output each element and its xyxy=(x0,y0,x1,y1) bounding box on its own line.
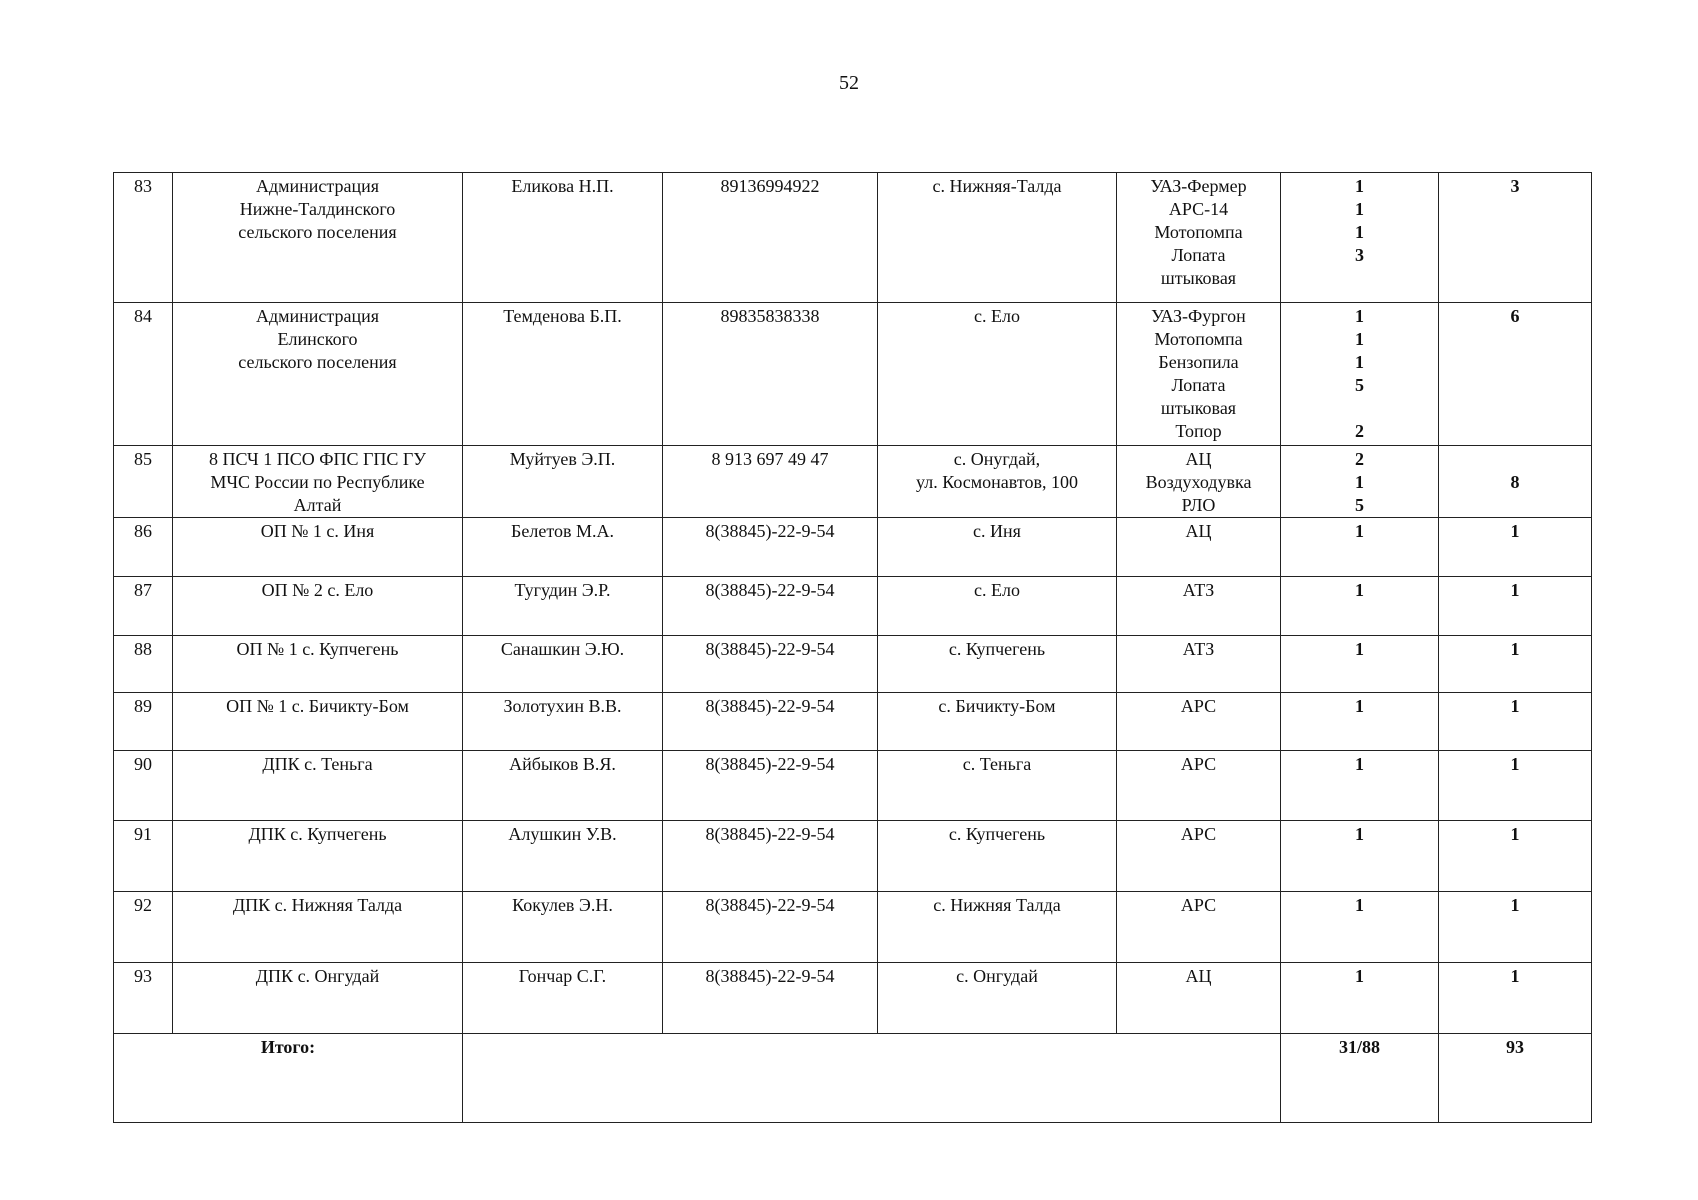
quantity-line: 1 xyxy=(1355,824,1364,844)
table-row xyxy=(114,892,1592,963)
equipment-line: Топор xyxy=(1175,421,1222,441)
quantity-cell xyxy=(1281,892,1439,963)
phone-number: 8 913 697 49 47 xyxy=(663,446,878,518)
quantity-cell xyxy=(1281,446,1439,518)
address-cell xyxy=(878,693,1117,751)
equipment-cell xyxy=(1117,303,1281,446)
row-total-cell xyxy=(1439,577,1592,636)
equipment-line: АРС xyxy=(1180,754,1217,774)
row-number: 90 xyxy=(114,751,173,821)
organization-line: ДПК с. Нижняя Талда xyxy=(232,895,403,915)
phone-number: 8(38845)-22-9-54 xyxy=(663,693,878,751)
quantity-line: 5 xyxy=(1355,375,1364,395)
quantity-line: 1 xyxy=(1355,352,1364,372)
equipment-line: РЛО xyxy=(1181,495,1216,515)
organization-line: сельского поселения xyxy=(238,222,397,242)
organization-cell xyxy=(173,892,463,963)
row-total-cell xyxy=(1439,446,1592,518)
quantity-cell xyxy=(1281,173,1439,303)
table-row xyxy=(114,693,1592,751)
table-row xyxy=(114,963,1592,1034)
row-number: 86 xyxy=(114,518,173,577)
row-total: 1 xyxy=(1510,824,1520,844)
summary-label: Итого: xyxy=(114,1034,463,1123)
page-number: 52 xyxy=(839,72,859,94)
row-total: 1 xyxy=(1510,580,1520,600)
organization-cell xyxy=(173,577,463,636)
row-number: 93 xyxy=(114,963,173,1034)
organization-line: Елинского xyxy=(277,329,358,349)
row-number: 88 xyxy=(114,636,173,693)
equipment-line: АРС xyxy=(1180,696,1217,716)
address-line: с. Ело xyxy=(974,306,1020,326)
equipment-cell xyxy=(1117,518,1281,577)
address-cell xyxy=(878,303,1117,446)
organization-line: Алтай xyxy=(293,495,342,515)
equipment-line: штыковая xyxy=(1160,398,1237,418)
organization-cell xyxy=(173,173,463,303)
spacer xyxy=(1443,448,1587,471)
address-cell xyxy=(878,821,1117,892)
phone-number: 8(38845)-22-9-54 xyxy=(663,751,878,821)
address-cell xyxy=(878,577,1117,636)
quantity-cell xyxy=(1281,303,1439,446)
row-number: 84 xyxy=(114,303,173,446)
equipment-cell xyxy=(1117,963,1281,1034)
row-total: 1 xyxy=(1510,521,1520,541)
equipment-table xyxy=(113,172,1592,1123)
table-row xyxy=(114,577,1592,636)
responsible-person: Темденова Б.П. xyxy=(463,303,663,446)
row-total-cell xyxy=(1439,303,1592,446)
organization-line: сельского поселения xyxy=(238,352,397,372)
row-total: 1 xyxy=(1510,696,1520,716)
quantity-cell xyxy=(1281,693,1439,751)
quantity-line: 1 xyxy=(1355,966,1364,986)
responsible-person: Белетов М.А. xyxy=(463,518,663,577)
organization-cell xyxy=(173,963,463,1034)
equipment-cell xyxy=(1117,446,1281,518)
phone-number: 8(38845)-22-9-54 xyxy=(663,577,878,636)
table-row xyxy=(114,303,1592,446)
equipment-line: штыковая xyxy=(1160,268,1237,288)
equipment-cell xyxy=(1117,892,1281,963)
row-number: 91 xyxy=(114,821,173,892)
organization-line: ОП № 1 с. Бичикту-Бом xyxy=(226,696,409,716)
responsible-person: Гончар С.Г. xyxy=(463,963,663,1034)
responsible-person: Алушкин У.В. xyxy=(463,821,663,892)
quantity-line: 1 xyxy=(1355,895,1364,915)
equipment-line: Лопата xyxy=(1171,245,1226,265)
quantity-line: 1 xyxy=(1355,754,1364,774)
quantity-line: 2 xyxy=(1355,421,1364,441)
quantity-cell xyxy=(1281,518,1439,577)
table-body xyxy=(114,173,1592,1034)
organization-cell xyxy=(173,518,463,577)
quantity-line: 1 xyxy=(1355,521,1364,541)
row-total-cell xyxy=(1439,821,1592,892)
equipment-line: АРС xyxy=(1180,895,1217,915)
table-row xyxy=(114,751,1592,821)
quantity-line: 3 xyxy=(1355,245,1364,265)
organization-cell xyxy=(173,821,463,892)
quantity-line: 1 xyxy=(1355,306,1364,326)
table-row xyxy=(114,518,1592,577)
address-line: с. Ело xyxy=(974,580,1020,600)
row-total-cell xyxy=(1439,892,1592,963)
organization-cell xyxy=(173,693,463,751)
organization-line: МЧС России по Республике xyxy=(210,472,425,492)
address-cell xyxy=(878,892,1117,963)
row-total: 1 xyxy=(1510,895,1520,915)
row-total: 3 xyxy=(1510,176,1520,196)
address-cell xyxy=(878,518,1117,577)
address-cell xyxy=(878,636,1117,693)
quantity-line: 1 xyxy=(1355,329,1364,349)
quantity-line: 1 xyxy=(1355,696,1364,716)
equipment-cell xyxy=(1117,173,1281,303)
organization-line: ДПК с. Онгудай xyxy=(255,966,380,986)
quantity-line: 2 xyxy=(1355,449,1364,469)
equipment-line: АЦ xyxy=(1185,966,1212,986)
row-number: 85 xyxy=(114,446,173,518)
equipment-line: Воздуходувка xyxy=(1145,472,1252,492)
responsible-person: Еликова Н.П. xyxy=(463,173,663,303)
quantity-cell xyxy=(1281,751,1439,821)
address-line: с. Иня xyxy=(973,521,1021,541)
address-line: с. Онугдай, xyxy=(953,449,1041,469)
organization-line: ОП № 1 с. Иня xyxy=(260,521,375,541)
organization-line: ОП № 2 с. Ело xyxy=(261,580,374,600)
address-cell xyxy=(878,963,1117,1034)
quantity-cell xyxy=(1281,963,1439,1034)
organization-line: ДПК с. Теньга xyxy=(262,754,373,774)
summary-empty-cell xyxy=(463,1034,1281,1123)
organization-cell xyxy=(173,303,463,446)
organization-line: Администрация xyxy=(255,306,380,326)
row-total-cell xyxy=(1439,636,1592,693)
row-total-cell xyxy=(1439,963,1592,1034)
phone-number: 8(38845)-22-9-54 xyxy=(663,518,878,577)
row-number: 92 xyxy=(114,892,173,963)
row-total: 1 xyxy=(1510,966,1520,986)
quantity-line: 1 xyxy=(1355,176,1364,196)
address-line: с. Теньга xyxy=(962,754,1032,774)
address-line: с. Онгудай xyxy=(956,966,1038,986)
organization-cell xyxy=(173,446,463,518)
address-cell xyxy=(878,751,1117,821)
table-row xyxy=(114,173,1592,303)
organization-cell xyxy=(173,751,463,821)
address-line: с. Купчегень xyxy=(948,639,1046,659)
row-number: 89 xyxy=(114,693,173,751)
table-row xyxy=(114,821,1592,892)
address-line: ул. Космонавтов, 100 xyxy=(916,472,1078,492)
equipment-line: УАЗ-Фургон xyxy=(1151,306,1246,326)
equipment-line: АТЗ xyxy=(1182,639,1215,659)
organization-line: Нижне-Талдинского xyxy=(239,199,396,219)
equipment-cell xyxy=(1117,636,1281,693)
organization-line: 8 ПСЧ 1 ПСО ФПС ГПС ГУ xyxy=(208,449,427,469)
table-row xyxy=(114,636,1592,693)
summary-row xyxy=(114,1034,1592,1123)
quantity-cell xyxy=(1281,636,1439,693)
equipment-line: АЦ xyxy=(1185,521,1212,541)
quantity-line: 1 xyxy=(1355,472,1364,492)
organization-line: ДПК с. Купчегень xyxy=(248,824,387,844)
quantity-line: 1 xyxy=(1355,199,1364,219)
row-total: 1 xyxy=(1510,639,1520,659)
quantity-cell xyxy=(1281,821,1439,892)
address-line: с. Бичикту-Бом xyxy=(938,696,1056,716)
summary-grand-total: 93 xyxy=(1439,1034,1592,1123)
organization-line: ОП № 1 с. Купчегень xyxy=(236,639,399,659)
responsible-person: Санашкин Э.Ю. xyxy=(463,636,663,693)
address-line: с. Нижняя-Талда xyxy=(932,176,1062,196)
responsible-person: Тугудин Э.Р. xyxy=(463,577,663,636)
responsible-person: Кокулев Э.Н. xyxy=(463,892,663,963)
equipment-cell xyxy=(1117,821,1281,892)
responsible-person: Золотухин В.В. xyxy=(463,693,663,751)
phone-number: 8(38845)-22-9-54 xyxy=(663,892,878,963)
quantity-cell xyxy=(1281,577,1439,636)
equipment-line: Мотопомпа xyxy=(1154,329,1243,349)
quantity-line: 1 xyxy=(1355,580,1364,600)
equipment-line: Лопата xyxy=(1171,375,1226,395)
organization-line: Администрация xyxy=(255,176,380,196)
summary-quantity-total: 31/88 xyxy=(1281,1034,1439,1123)
row-total-cell xyxy=(1439,173,1592,303)
phone-number: 8(38845)-22-9-54 xyxy=(663,636,878,693)
equipment-line: Бензопила xyxy=(1158,352,1239,372)
equipment-cell xyxy=(1117,751,1281,821)
equipment-line: АРС xyxy=(1180,824,1217,844)
organization-cell xyxy=(173,636,463,693)
row-number: 83 xyxy=(114,173,173,303)
address-cell xyxy=(878,173,1117,303)
row-total: 6 xyxy=(1510,306,1520,326)
address-line: с. Купчегень xyxy=(948,824,1046,844)
responsible-person: Муйтуев Э.П. xyxy=(463,446,663,518)
row-total-cell xyxy=(1439,751,1592,821)
phone-number: 8(38845)-22-9-54 xyxy=(663,821,878,892)
equipment-line: УАЗ-Фермер xyxy=(1150,176,1247,196)
quantity-line: 5 xyxy=(1355,495,1364,515)
address-line: с. Нижняя Талда xyxy=(933,895,1061,915)
equipment-cell xyxy=(1117,693,1281,751)
quantity-line: 1 xyxy=(1355,222,1364,242)
quantity-line: 1 xyxy=(1355,639,1364,659)
responsible-person: Айбыков В.Я. xyxy=(463,751,663,821)
row-number: 87 xyxy=(114,577,173,636)
equipment-line: АРС-14 xyxy=(1168,199,1229,219)
phone-number: 89835838338 xyxy=(663,303,878,446)
equipment-cell xyxy=(1117,577,1281,636)
row-total: 1 xyxy=(1510,754,1520,774)
quantity-line xyxy=(1285,397,1434,420)
equipment-line: АТЗ xyxy=(1182,580,1215,600)
address-cell xyxy=(878,446,1117,518)
row-total: 8 xyxy=(1510,472,1520,492)
row-total-cell xyxy=(1439,518,1592,577)
equipment-line: АЦ xyxy=(1185,449,1212,469)
phone-number: 8(38845)-22-9-54 xyxy=(663,963,878,1034)
phone-number: 89136994922 xyxy=(663,173,878,303)
equipment-line: Мотопомпа xyxy=(1154,222,1243,242)
table-row xyxy=(114,446,1592,518)
row-total-cell xyxy=(1439,693,1592,751)
